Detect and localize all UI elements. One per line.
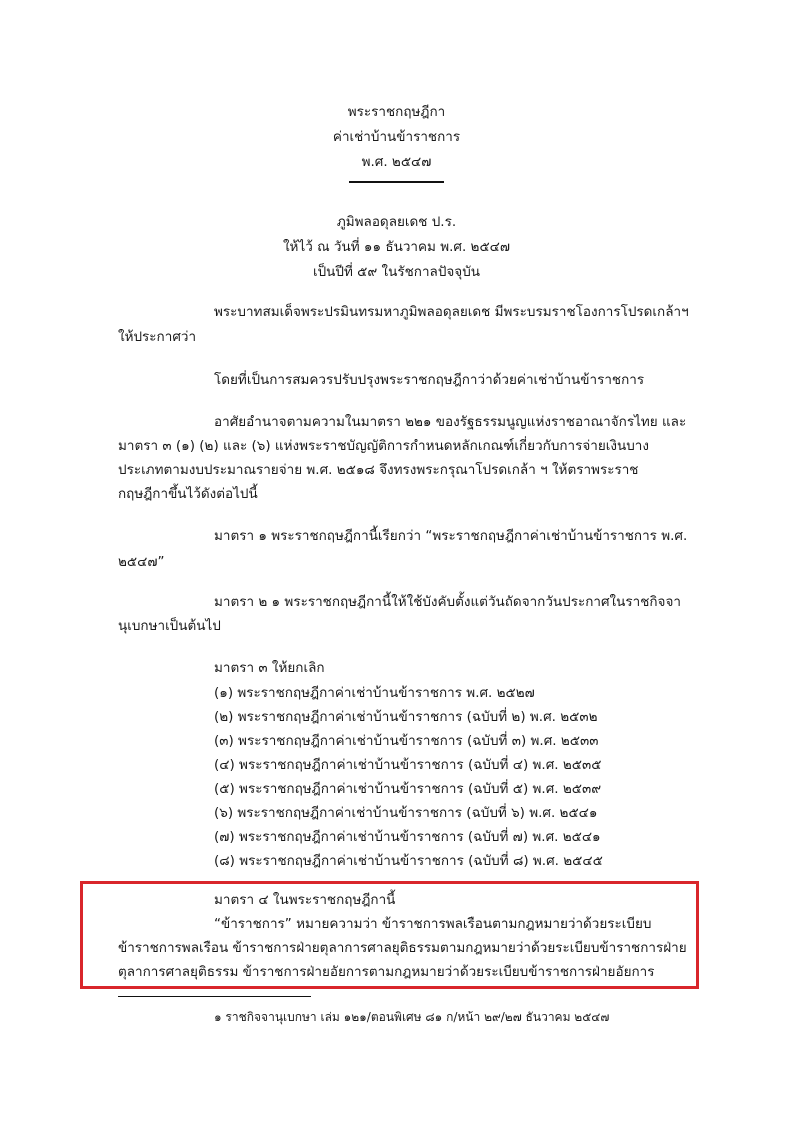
reign-year: เป็นปีที่ ๕๙ ในรัชกาลปัจจุบัน (312, 264, 481, 280)
preamble-p1-line2: ให้ประกาศว่า (118, 329, 197, 345)
preamble-p3-line4: กฤษฎีกาขึ้นไว้ดังต่อไปนี้ (118, 486, 258, 502)
preamble-p3-line1: อาศัยอำนาจตามความในมาตรา ๒๒๑ ของรัฐธรรมนูญแห่งราชอาณาจักรไทย และ (214, 414, 687, 430)
section-3-heading: มาตรา ๓ ให้ยกเลิก (214, 660, 325, 676)
king-name: ภูมิพลอดุลยเดช ป.ร. (336, 214, 457, 230)
preamble-p3-line3: ประเภทตามงบประมาณรายจ่าย พ.ศ. ๒๕๑๘ จึงทรงพระกรุณาโปรดเกล้า ฯ ให้ตราพระราช (118, 462, 639, 478)
decree-subtitle: ค่าเช่าบ้านข้าราชการ (332, 129, 461, 145)
repeal-item: (๖) พระราชกฤษฎีกาค่าเช่าบ้านข้าราชการ (ฉบับที่ ๖) พ.ศ. ๒๕๔๑ (214, 805, 598, 821)
footnote-divider (118, 996, 311, 997)
repeal-item: (๕) พระราชกฤษฎีกาค่าเช่าบ้านข้าราชการ (ฉบับที่ ๕) พ.ศ. ๒๕๓๙ (214, 781, 602, 797)
repeal-item: (๑) พระราชกฤษฎีกาค่าเช่าบ้านข้าราชการ พ.ศ. ๒๕๒๗ (214, 685, 535, 701)
section-2-line1: มาตรา ๒ ๑ พระราชกฤษฎีกานี้ให้ใช้บังคับตั้งแต่วันถัดจากวันประกาศในราชกิจจา (214, 594, 681, 610)
given-date: ให้ไว้ ณ วันที่ ๑๑ ธันวาคม พ.ศ. ๒๕๔๗ (282, 239, 511, 255)
preamble-p3-line2: มาตรา ๓ (๑) (๒) และ (๖) แห่งพระราชบัญญัติการกำหนดหลักเกณฑ์เกี่ยวกับการจ่ายเงินบาง (118, 438, 649, 454)
decree-year: พ.ศ. ๒๕๔๗ (361, 154, 432, 170)
repeal-item: (๔) พระราชกฤษฎีกาค่าเช่าบ้านข้าราชการ (ฉบับที่ ๔) พ.ศ. ๒๕๓๕ (214, 757, 602, 773)
repeal-item: (๓) พระราชกฤษฎีกาค่าเช่าบ้านข้าราชการ (ฉบับที่ ๓) พ.ศ. ๒๕๓๓ (214, 733, 599, 749)
decree-title: พระราชกฤษฎีกา (347, 104, 446, 120)
repeal-item: (๗) พระราชกฤษฎีกาค่าเช่าบ้านข้าราชการ (ฉบับที่ ๗) พ.ศ. ๒๕๔๑ (214, 829, 601, 845)
repeal-item: (๒) พระราชกฤษฎีกาค่าเช่าบ้านข้าราชการ (ฉบับที่ ๒) พ.ศ. ๒๕๓๒ (214, 709, 598, 725)
footnote: ๑ ราชกิจจานุเบกษา เล่ม ๑๒๑/ตอนพิเศษ ๘๑ ก/หน้า ๒๙/๒๗ ธันวาคม ๒๕๔๗ (214, 1010, 610, 1024)
preamble-p2-line1: โดยที่เป็นการสมควรปรับปรุงพระราชกฤษฎีกาว่าด้วยค่าเช่าบ้านข้าราชการ (214, 372, 645, 388)
repeal-item: (๘) พระราชกฤษฎีกาค่าเช่าบ้านข้าราชการ (ฉบับที่ ๘) พ.ศ. ๒๕๔๕ (214, 853, 603, 869)
title-divider (349, 181, 444, 183)
section-4-heading: มาตรา ๔ ในพระราชกฤษฎีกานี้ (214, 892, 396, 908)
section-1-line2: ๒๕๔๗” (118, 554, 165, 570)
section-1-line1: มาตรา ๑ พระราชกฤษฎีกานี้เรียกว่า “พระราชกฤษฎีกาค่าเช่าบ้านข้าราชการ พ.ศ. (214, 528, 688, 544)
section-4-line3: ตุลาการศาลยุติธรรม ข้าราชการฝ่ายอัยการตามกฎหมายว่าด้วยระเบียบข้าราชการฝ่ายอัยการ (118, 964, 655, 980)
section-4-line1: “ข้าราชการ” หมายความว่า ข้าราชการพลเรือนตามกฎหมายว่าด้วยระเบียบ (214, 916, 652, 932)
section-2-line2: นุเบกษาเป็นต้นไป (118, 618, 221, 634)
preamble-p1-line1: พระบาทสมเด็จพระปรมินทรมหาภูมิพลอดุลยเดช มีพระบรมราชโองการโปรดเกล้าฯ (214, 304, 689, 320)
section-4-line2: ข้าราชการพลเรือน ข้าราชการฝ่ายตุลาการศาลยุติธรรมตามกฎหมายว่าด้วยระเบียบข้าราชการฝ่าย (118, 940, 687, 956)
